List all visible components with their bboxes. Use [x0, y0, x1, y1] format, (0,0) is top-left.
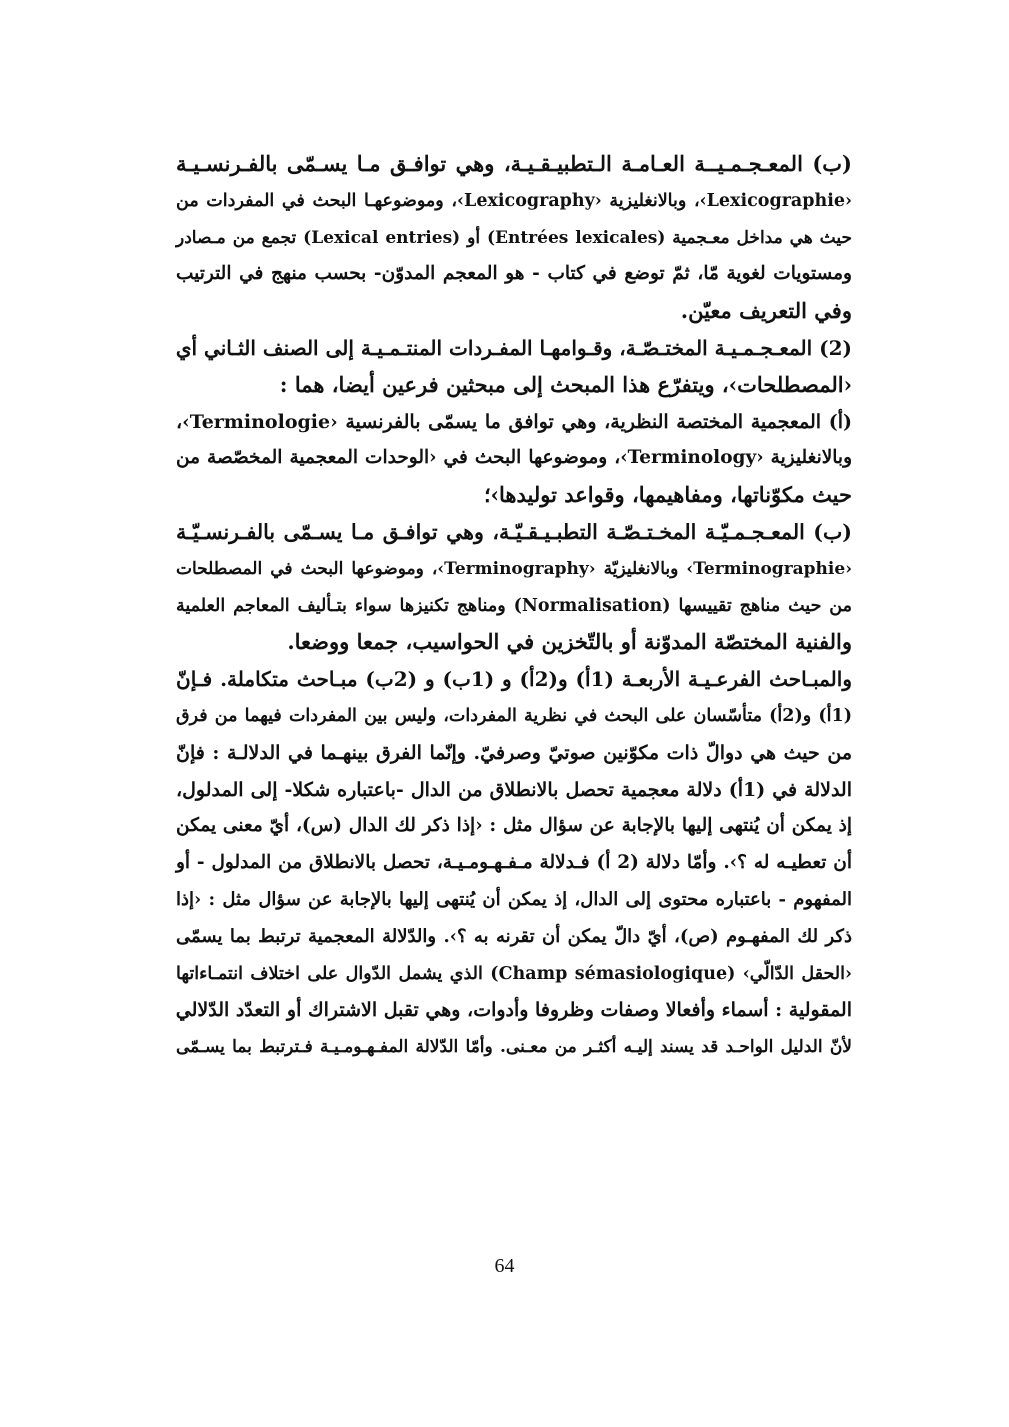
text-line: من حيث مناهج تقييسها (Normalisation) ومناهج تكنيزها سواء بتـأليف المعاجم العلمية [176, 595, 852, 616]
text-line: وفي التعريف معيّن. [680, 298, 852, 324]
text-line: وبالانغليزية ‹Terminology›، وموضوعها البحث في ‹الوحدات المعجمية المخصّصة من [176, 447, 852, 469]
text-line: ‹Terminographie› وبالانغليزيّة ‹Terminography›، وموضوعها البحث في المصطلحات [176, 558, 852, 579]
text-line: ‹المصطلحات›، ويتفرّع هذا المبحث إلى مبحثين فرعين أيضا، هما : [279, 371, 852, 397]
text-line: (ب) المعـجـمـيّـة المخـتـصّـة التطبـيـقـيّـة، وهي توافـق مـا يسـمّى بالفـرنسـيّـة [176, 519, 852, 544]
text-line: الدلالة في (1أ) دلالة معجمية تحصل بالانطلاق من الدال -باعتباره شكلا- إلى المدلول، [176, 778, 852, 801]
text-line: (ب) المعـجـمـيــة العـامـة الـتطبيـقـيـة، وهي توافـق مـا يسـمّى بالفـرنسـيـة [176, 151, 852, 176]
body-text [176, 146, 852, 1066]
text-line: والفنية المختصّة المدوّنة أو بالتّخزين في الحواسيب، جمعا ووضعا. [287, 629, 852, 655]
text-line: ‹الحقل الدّالّي› (Champ sémasiologique) الذي يشمل الدّوال على اختلاف انتمـاءاتها [176, 963, 852, 984]
text-line: ‹Lexicographie›، وبالانغليزية ‹Lexicography›، وموضوعهـا البحث في المفردات من [176, 190, 852, 211]
text-line: حيث هي مداخل معـجمية (Entrées lexicales) أو (Lexical entries) تجمع من مـصادر [176, 227, 852, 248]
text-line: ذكر لك المفهـوم (ص)، أيّ دالّ يمكن أن تقرنه به ؟›. والدّلالة المعجمية ترتبط بما يسمّى [176, 925, 852, 947]
page-number: 64 [494, 1255, 515, 1277]
text-line: إذ يمكن أن يُنتهى إليها بالإجابة عن سؤال مثل : ‹إذا ذكر لك الدال (س)، أيّ معنى يمكن [176, 815, 852, 837]
text-line: (أ) المعجمية المختصة النظرية، وهي توافق ما يسمّى بالفرنسية ‹Terminologie›، [176, 410, 852, 433]
text-line: حيث مكوّناتها، ومفاهيمها، وقواعد توليدها›؛ [483, 482, 852, 508]
text-line: (1أ) و(2أ) متأسّسان على البحث في نظرية المفردات، وليس بين المفردات فيهما من فرق [176, 705, 852, 726]
text-line: المقولية : أسماء وأفعالا وصفات وظروفا وأدوات، وهي تقبل الاشتراك أو التعدّد الدّلالي [175, 999, 852, 1022]
text-line: لأنّ الدليل الواحـد قد يسند إليـه أكثـر من معـنى. وأمّا الدّلالة المفـهـومـيـة فـترتبط بما يسـمّى [176, 1037, 852, 1058]
text-line: أن تعطيـه له ؟›. وأمّا دلالة (2 أ) فـدلالة مـفـهـومـيـة، تحصل بالانطلاق من المدلول - أو [176, 852, 852, 874]
text-line: ومستويات لغوية مّا، ثمّ توضع في كتاب - هو المعجم المدوّن- بحسب منهج في الترتيب [176, 263, 852, 285]
text-line: (2) المعـجـمـيـة المختـصّـة، وقـوامهـا المفـردات المنتـمـيـة إلى الصنف الثـاني أي [175, 335, 852, 360]
text-line: المفهوم - باعتباره محتوى إلى الدال، إذ يمكن أن يُنتهى إليها بالإجابة عن سؤال مثل : ‹إذا [176, 888, 852, 910]
text-line: والمبـاحث الفرعـيـة الأربعـة (1أ) و(2أ) و (1ب) و (2ب) مبـاحث متكاملة. فـإنّ [176, 667, 852, 692]
text-line: من حيث هي دوالّ ذات مكوّنين صوتيّ وصرفيّ. وإنّما الفرق بينهـما في الدلالـة : فإنّ [176, 741, 852, 764]
